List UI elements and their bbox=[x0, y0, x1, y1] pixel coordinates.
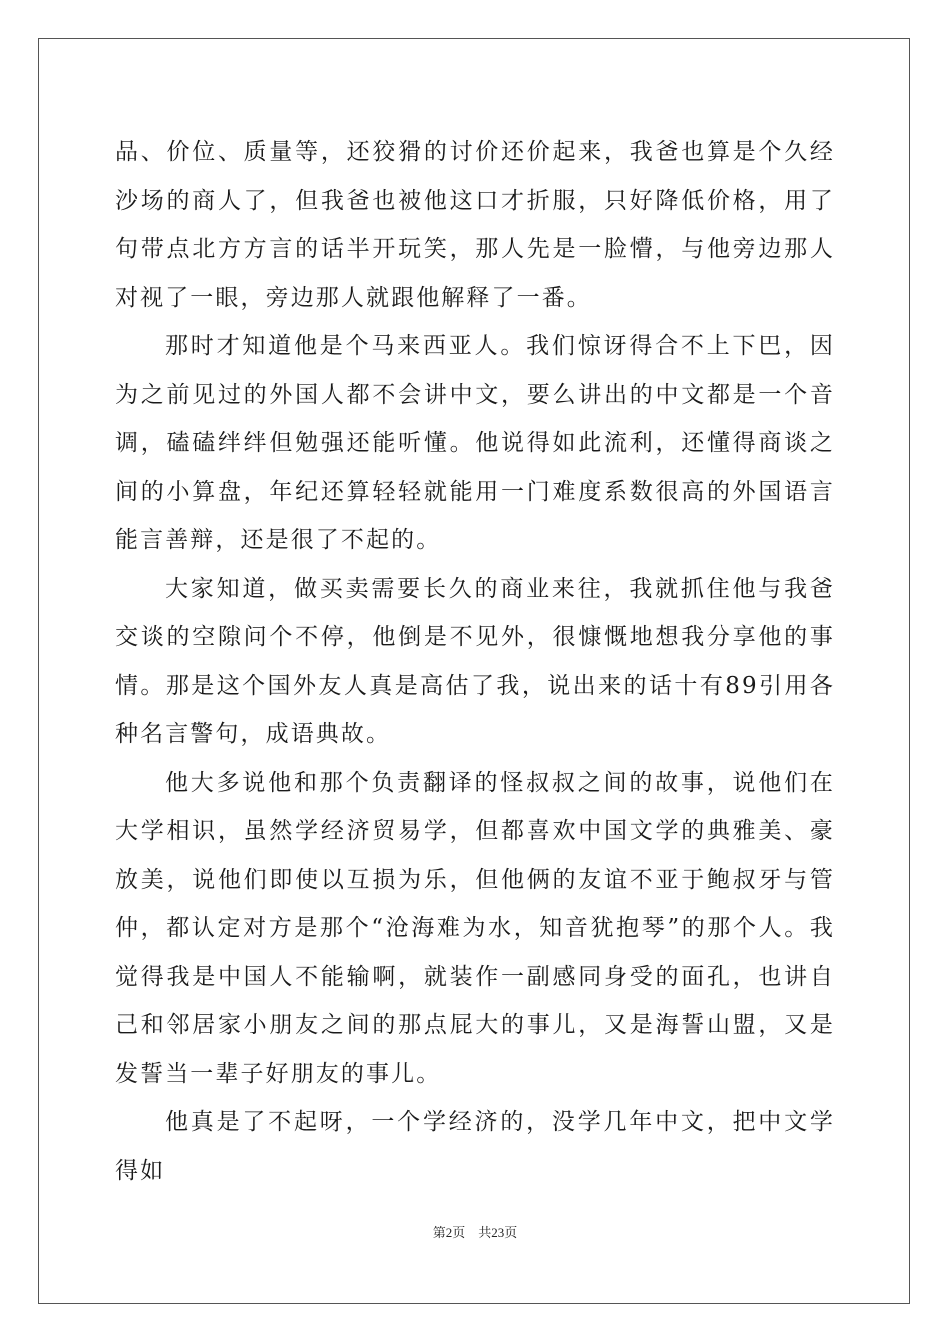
paragraph: 那时才知道他是个马来西亚人。我们惊讶得合不上下巴，因为之前见过的外国人都不会讲中文，要么讲出的中文都是一个音调，磕磕绊绊但勉强还能听懂。他说得如此流利，还懂得商谈之间的小算盘，年纪还算轻轻就能用一门难度系数很高的外国语言能言善辩，还是很了不起的。 bbox=[115, 333, 835, 553]
page-footer bbox=[0, 1222, 950, 1241]
paragraph: 品、价位、质量等，还狡猾的讨价还价起来，我爸也算是个久经沙场的商人了，但我爸也被他这口才折服，只好降低价格，用了句带点北方方言的话半开玩笑，那人先是一脸懵，与他旁边那人对视了一眼，旁边那人就跟他解释了一番。 bbox=[115, 139, 835, 311]
paragraph: 他真是了不起呀，一个学经济的，没学几年中文，把中文学得如 bbox=[115, 1109, 835, 1184]
paragraph: 大家知道，做买卖需要长久的商业来往，我就抓住他与我爸交谈的空隙问个不停，他倒是不见外，很慷慨地想我分享他的事情。那是这个国外友人真是高估了我，说出来的话十有89引用各种名言警句，成语典故。 bbox=[115, 575, 835, 747]
paragraph: 他大多说他和那个负责翻译的怪叔叔之间的故事，说他们在大学相识，虽然学经济贸易学，但都喜欢中国文学的典雅美、豪放美，说他们即使以互损为乐，但他俩的友谊不亚于鲍叔牙与管仲，都认定对方是那个“沧海难为水，知音犹抱琴”的那个人。我觉得我是中国人不能输啊，就装作一副感同身受的面孔，也讲自己和邻居家小朋友之间的那点屁大的事儿，又是海誓山盟，又是发誓当一辈子好朋友的事儿。 bbox=[115, 769, 835, 1087]
page-total: 共23页 bbox=[478, 1225, 518, 1240]
document-body bbox=[115, 128, 835, 1195]
page-number: 第2页 bbox=[432, 1225, 466, 1240]
